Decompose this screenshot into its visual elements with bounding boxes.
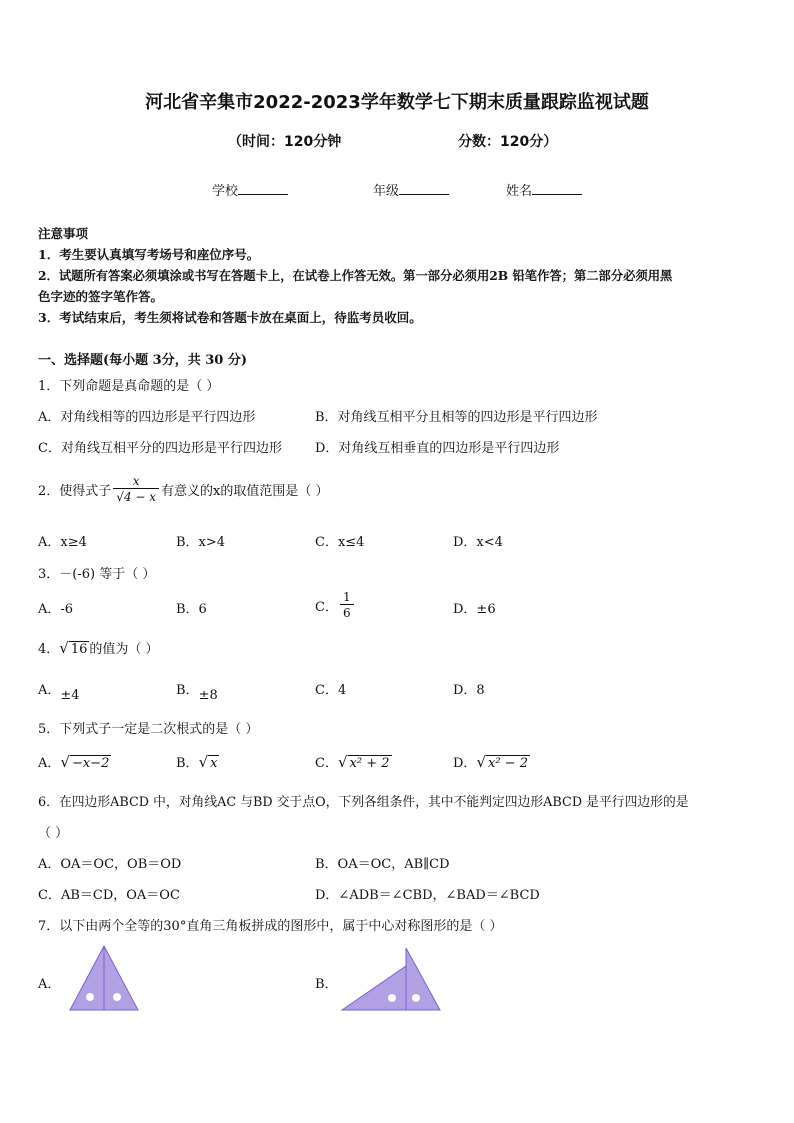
q4-suffix: 的值为（ ） bbox=[89, 642, 159, 657]
q4-option-d: D．8 bbox=[453, 683, 485, 698]
q7-figure-b bbox=[340, 946, 444, 1016]
hole-left bbox=[86, 993, 94, 1001]
q4-option-a-value: ±4 bbox=[60, 688, 80, 703]
q5-option-a-radical: √ −x−2 bbox=[60, 753, 110, 771]
question-3-stem: 3．－(-6) 等于（ ） bbox=[38, 567, 156, 582]
exam-time: （时间：120分钟 bbox=[228, 134, 342, 150]
question-6-stem: 6．在四边形ABCD 中，对角线AC 与BD 交于点O，下列各组条件，其中不能判定四边形ABCD 是平行四边形的是 bbox=[38, 795, 689, 810]
q4-option-b-label: B． bbox=[176, 683, 199, 698]
grade-label: 年级 bbox=[373, 184, 400, 199]
q5-option-a-label: A． bbox=[38, 756, 61, 771]
triangle-right bbox=[104, 946, 138, 1010]
q6-option-d: D．∠ADB＝∠CBD，∠BAD＝∠BCD bbox=[315, 888, 540, 903]
q5-option-d-radical: √ x² − 2 bbox=[476, 753, 528, 771]
question-6-stem-cont: （ ） bbox=[38, 826, 69, 841]
q4-radicand: 16 bbox=[70, 641, 88, 657]
q3-numerator: 1 bbox=[342, 590, 351, 604]
q7-figure-a bbox=[64, 944, 144, 1014]
question-7-stem: 7．以下由两个全等的30°直角三角板拼成的图形中，属于中心对称图形的是（ ） bbox=[38, 919, 503, 934]
hole-right bbox=[412, 994, 420, 1002]
q3-fraction bbox=[340, 590, 354, 621]
q6-option-b: B．OA＝OC，AB∥CD bbox=[315, 857, 450, 872]
section-heading: 一、选择题(每小题 3分，共 30 分) bbox=[38, 353, 248, 368]
q4-option-b bbox=[176, 679, 218, 703]
q1-option-d: D．对角线互相垂直的四边形是平行四边形 bbox=[315, 441, 560, 456]
name-label: 姓名 bbox=[506, 184, 533, 199]
q2-fraction bbox=[113, 474, 159, 505]
school-blank bbox=[238, 182, 288, 195]
school-field bbox=[212, 180, 288, 199]
q2-prefix: 2．使得式子 bbox=[38, 484, 112, 499]
q5-option-c bbox=[315, 752, 392, 771]
exam-score: 分数：120分） bbox=[458, 134, 558, 150]
q2-option-d: D．x<4 bbox=[453, 535, 503, 550]
q2-option-b: B．x>4 bbox=[176, 535, 226, 550]
q3-option-c-label: C． bbox=[315, 600, 338, 615]
q5-option-d bbox=[453, 752, 530, 771]
q1-option-a: A．对角线相等的四边形是平行四边形 bbox=[38, 410, 256, 425]
hole-right bbox=[113, 993, 121, 1001]
q1-option-c: C．对角线互相平分的四边形是平行四边形 bbox=[38, 441, 282, 456]
school-label: 学校 bbox=[212, 184, 239, 199]
q2-numerator: x bbox=[132, 474, 140, 488]
triangle-left bbox=[70, 946, 104, 1010]
q5-option-b-radical: √ x bbox=[198, 753, 218, 771]
q2-radicand: 4 − x bbox=[123, 490, 157, 504]
name-blank bbox=[532, 182, 582, 195]
notice-item: 1．考生要认真填写考场号和座位序号。 bbox=[38, 247, 260, 262]
q6-option-c: C．AB＝CD，OA＝OC bbox=[38, 888, 180, 903]
q7-option-a: A． bbox=[38, 977, 61, 992]
notice-heading: 注意事项 bbox=[38, 226, 89, 241]
q5-option-c-radical: √ x² + 2 bbox=[337, 753, 390, 771]
q2-option-a: A．x≥4 bbox=[38, 535, 87, 550]
q7-option-b: B． bbox=[315, 977, 338, 992]
q5-option-b bbox=[176, 752, 219, 771]
q2-option-c: C．x≤4 bbox=[315, 535, 365, 550]
q3-option-d: D．±6 bbox=[453, 602, 496, 617]
q5-option-c-radicand: x² + 2 bbox=[349, 756, 390, 771]
question-1-stem: 1．下列命题是真命题的是（ ） bbox=[38, 379, 220, 394]
q4-number: 4． bbox=[38, 642, 60, 657]
notice-item: 2．试题所有答案必须填涂或书写在答题卡上，在试卷上作答无效。第一部分必须用2B 铅笔作答；第二部分必须用黑 bbox=[38, 268, 673, 283]
q1-option-b: B．对角线互相平分且相等的四边形是平行四边形 bbox=[315, 410, 598, 425]
triangle-flat bbox=[342, 966, 406, 1010]
name-field bbox=[506, 180, 582, 199]
q5-option-c-label: C． bbox=[315, 756, 338, 771]
exam-title: 河北省辛集市2022-2023学年数学七下期末质量跟踪监视试题 bbox=[145, 92, 649, 113]
notice-item: 色字迹的签字笔作答。 bbox=[38, 289, 164, 304]
triangle-upright bbox=[406, 948, 440, 1010]
q3-option-c bbox=[315, 590, 356, 621]
q2-suffix: 有意义的x的取值范围是（ ） bbox=[161, 484, 329, 499]
notice-item: 3．考试结束后，考生须将试卷和答题卡放在桌面上，待监考员收回。 bbox=[38, 310, 422, 325]
q3-option-b: B．6 bbox=[176, 602, 207, 617]
q3-denominator: 6 bbox=[340, 604, 354, 621]
q5-option-d-radicand: x² − 2 bbox=[488, 756, 528, 771]
grade-blank bbox=[399, 182, 449, 195]
hole-left bbox=[388, 994, 396, 1002]
question-4-stem bbox=[38, 638, 159, 657]
q6-option-a: A．OA＝OC，OB＝OD bbox=[38, 857, 182, 872]
question-5-stem: 5．下列式子一定是二次根式的是（ ） bbox=[38, 722, 259, 737]
question-2-stem bbox=[38, 474, 329, 505]
q4-radical: √ 16 bbox=[59, 638, 88, 657]
q5-option-a bbox=[38, 752, 111, 771]
q4-option-a bbox=[38, 679, 80, 703]
q5-option-b-radicand: x bbox=[210, 756, 218, 771]
q4-option-a-label: A． bbox=[38, 683, 61, 698]
grade-field bbox=[373, 180, 449, 199]
q4-option-c: C．4 bbox=[315, 683, 347, 698]
q3-option-a: A．-6 bbox=[38, 602, 74, 617]
q5-option-d-label: D． bbox=[453, 756, 477, 771]
q5-option-a-radicand: −x−2 bbox=[71, 756, 110, 771]
q5-option-b-label: B． bbox=[176, 756, 199, 771]
q2-denominator: √4 − x bbox=[113, 488, 159, 505]
q4-option-b-value: ±8 bbox=[198, 688, 218, 703]
